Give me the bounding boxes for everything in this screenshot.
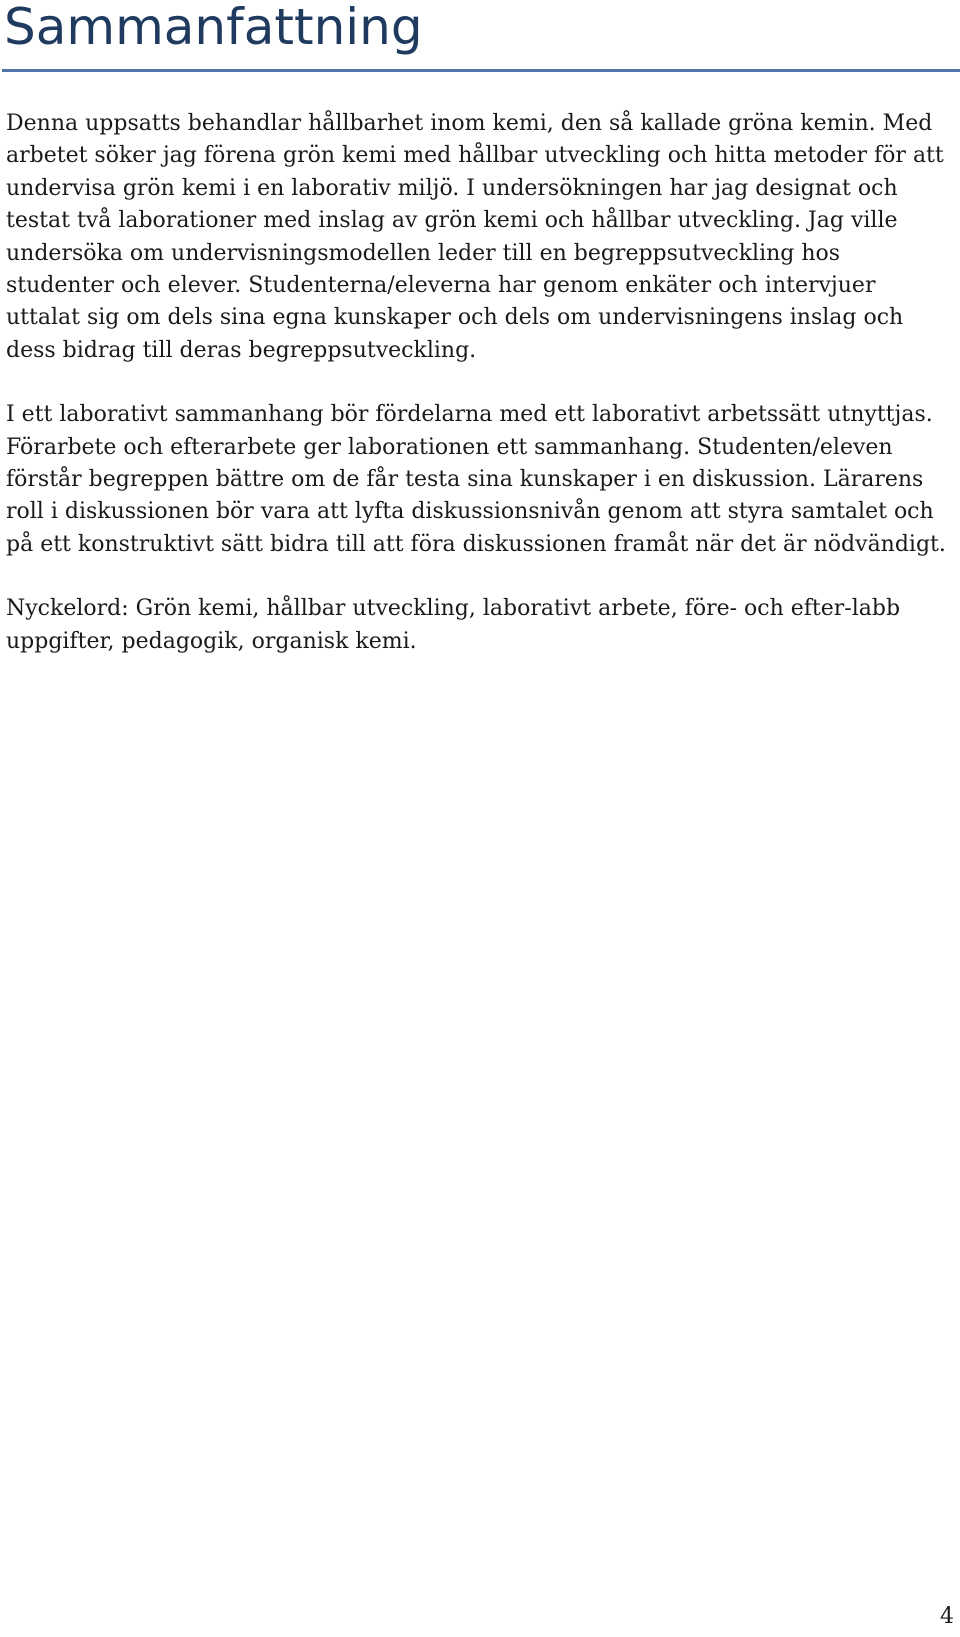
title-divider (2, 69, 960, 72)
page-title: Sammanfattning (4, 0, 423, 56)
paragraph: Denna uppsatts behandlar hållbarhet inom kemi, den så kallade gröna kemin. Med arbetet söker jag förena grön kemi med hållbar utveckling och hitta metoder för att undervisa grön kemi i en laborativ miljö. I undersökningen har jag designat och testat två laborationer med inslag av grön kemi och hållbar utveckling. Jag ville undersöka om undervisningsmodellen leder till en begreppsutveckling hos studenter och elever. Studenterna/eleverna har genom enkäter och intervjuer uttalat sig om dels sina egna kunskaper och dels om undervisningens inslag och dess bidrag till deras begreppsutveckling. (6, 111, 944, 363)
page-number: 4 (940, 1604, 954, 1629)
abstract-body (6, 108, 946, 690)
paragraph: I ett laborativt sammanhang bör fördelarna med ett laborativt arbetssätt utnyttjas. Förarbete och efterarbete ger laborationen ett sammanhang. Studenten/eleven förstår begreppen bättre om de får testa sina kunskaper i en diskussion. Lärarens roll i diskussionen bör vara att lyfta diskussionsnivån genom att styra samtalet och på ett konstruktivt sätt bidra till att föra diskussionen framåt när det är nödvändigt. (6, 402, 946, 557)
keywords-paragraph: Nyckelord: Grön kemi, hållbar utveckling, laborativt arbete, före- och efter-labb uppgifter, pedagogik, organisk kemi. (6, 596, 901, 654)
